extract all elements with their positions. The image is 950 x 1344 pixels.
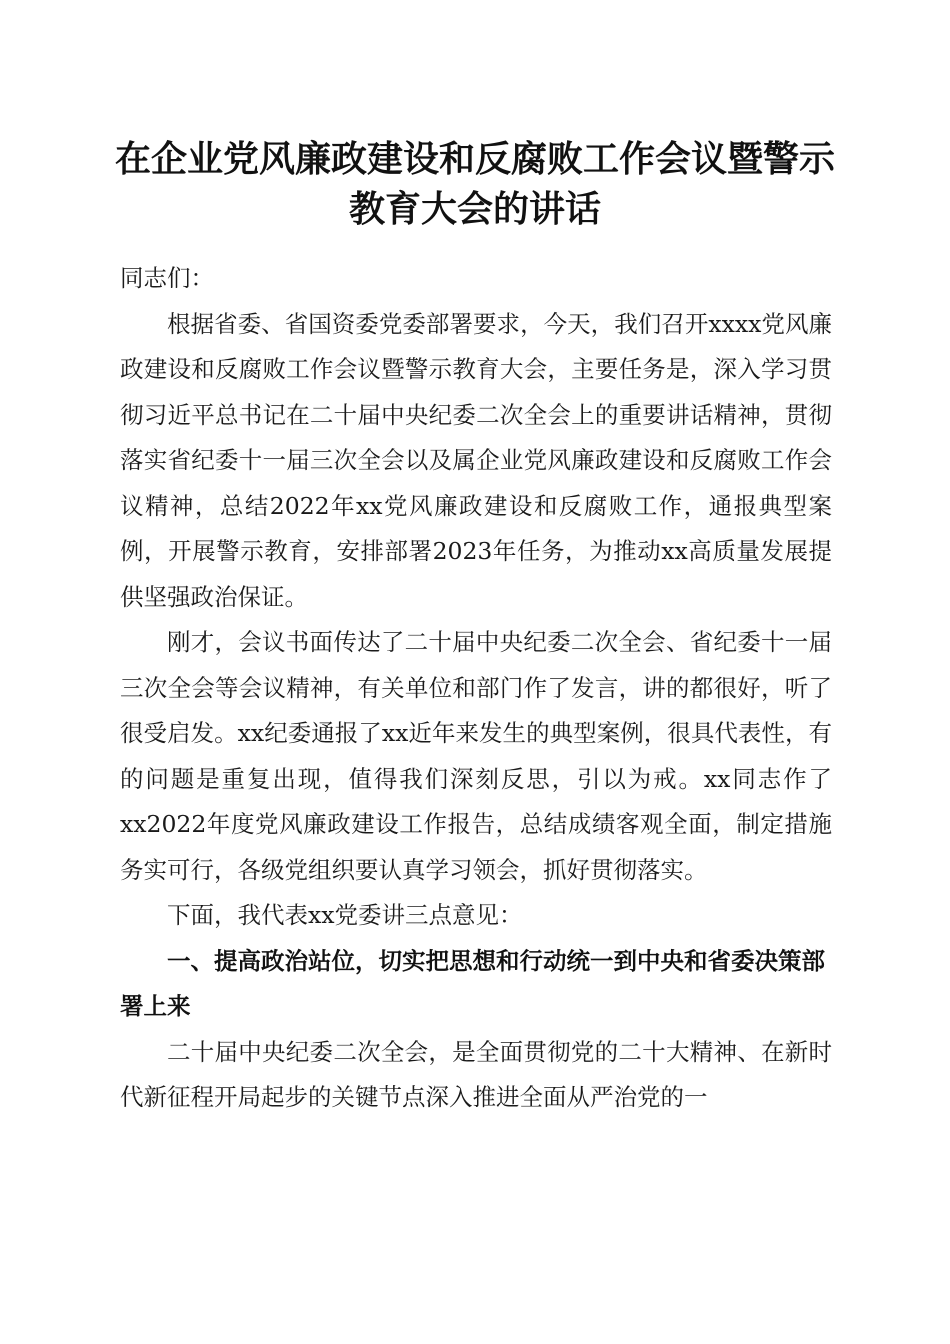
section-1-paragraph: 二十届中央纪委二次全会，是全面贯彻党的二十大精神、在新时代新征程开局起步的关键节点深入推进全面从严治党的一	[120, 1037, 832, 1111]
paragraph-1: 根据省委、省国资委党委部署要求，今天，我们召开xxxx党风廉政建设和反腐败工作会议暨警示教育大会，主要任务是，深入学习贯彻习近平总书记在二十届中央纪委二次全会上的重要讲话精神，贯彻落实省纪委十一届三次全会以及属企业党风廉政建设和反腐败工作会议精神，总结2022年xx党风廉政建设和反腐败工作，通报典型案例，开展警示教育，安排部署2023年任务，为推动xx高质量发展提供坚强政治保证。	[120, 309, 832, 611]
paragraph-2: 刚才，会议书面传达了二十届中央纪委二次全会、省纪委十一届三次全会等会议精神，有关单位和部门作了发言，讲的都很好，听了很受启发。xx纪委通报了xx近年来发生的典型案例，很具代表性，有的问题是重复出现，值得我们深刻反思，引以为戒。xx同志作了xx2022年度党风廉政建设工作报告，总结成绩客观全面，制定措施务实可行，各级党组织要认真学习领会，抓好贯彻落实。	[120, 628, 832, 884]
title-line-2: 教育大会的讲话	[348, 188, 601, 230]
paragraph-3: 下面，我代表xx党委讲三点意见：	[167, 901, 523, 929]
salutation: 同志们：	[120, 264, 214, 292]
title-line-1: 在企业党风廉政建设和反腐败工作会议暨警示	[114, 138, 835, 180]
document-body	[120, 256, 832, 1121]
document-title	[100, 134, 850, 234]
section-heading-1: 一、提高政治站位，切实把思想和行动统一到中央和省委决策部署上来	[120, 946, 825, 1020]
